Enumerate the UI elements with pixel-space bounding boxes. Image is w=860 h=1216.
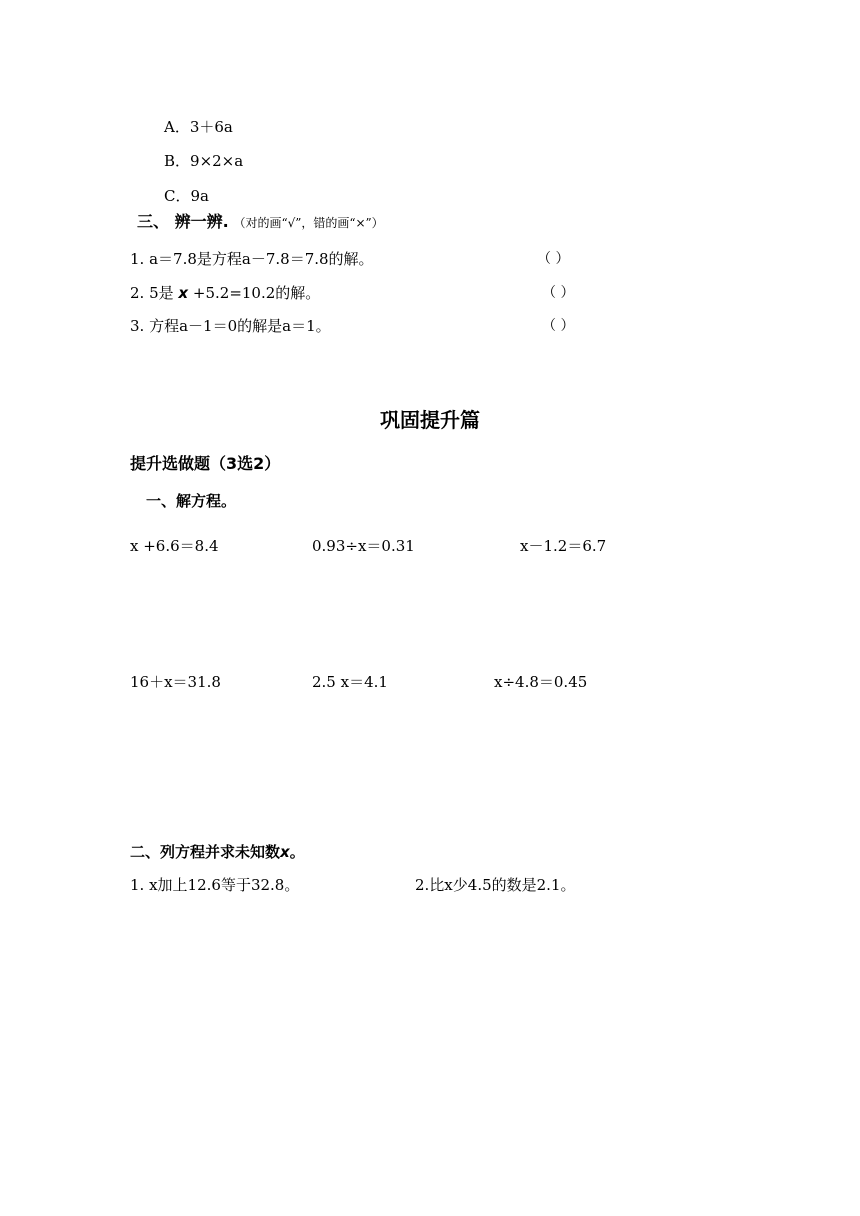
judge-answer-1: （ ） [537,251,570,267]
equation-3: x－1.2＝6.7 [520,537,607,555]
judge-item-2-var: x [178,284,189,302]
section3-instruction: （对的画“√”，错的画“×”） [233,216,384,230]
equation-6: x÷4.8＝0.45 [494,673,588,691]
equation-2: 0.93÷x＝0.31 [312,537,415,555]
word-problem-1: 1. x加上12.6等于32.8。 [130,876,300,894]
section3-heading: 三、 辨一辨. [137,212,229,231]
part2-heading-var: x [280,843,290,861]
choice-b: B．9×2×a [164,152,244,170]
part2-heading [130,842,305,862]
judge-item-1-num: 1. [130,250,145,268]
word-problem-2: 2.比x少4.5的数是2.1。 [415,876,576,894]
equation-1: x +6.6＝8.4 [130,537,219,555]
judge-item-2-post: +5.2=10.2的解。 [192,284,321,302]
choice-a: A．3＋6a [164,118,233,136]
judge-item-3-text: 方程a－1＝0的解是a＝1。 [149,317,331,335]
section3-heading-row [137,212,384,233]
subtitle: 提升选做题（3选2） [130,454,281,473]
choice-c: C．9a [164,187,209,205]
part2-heading-pre: 二、列方程并求未知数 [130,843,281,861]
part1-heading: 一、解方程。 [146,492,237,510]
judge-item-1-text: a＝7.8是方程a－7.8＝7.8的解。 [149,250,374,268]
judge-item-3 [130,316,331,336]
judge-answer-2: （ ） [542,285,575,301]
judge-item-2 [130,283,320,303]
page-title: 巩固提升篇 [380,408,480,432]
equation-5: 2.5 x＝4.1 [312,673,388,691]
judge-answer-3: （ ） [542,318,575,334]
judge-item-1 [130,249,374,269]
judge-item-2-num: 2. [130,284,145,302]
part2-heading-post: 。 [289,843,305,861]
judge-item-2-pre: 5是 [149,284,174,302]
judge-item-3-num: 3. [130,317,145,335]
equation-4: 16＋x＝31.8 [130,673,221,691]
